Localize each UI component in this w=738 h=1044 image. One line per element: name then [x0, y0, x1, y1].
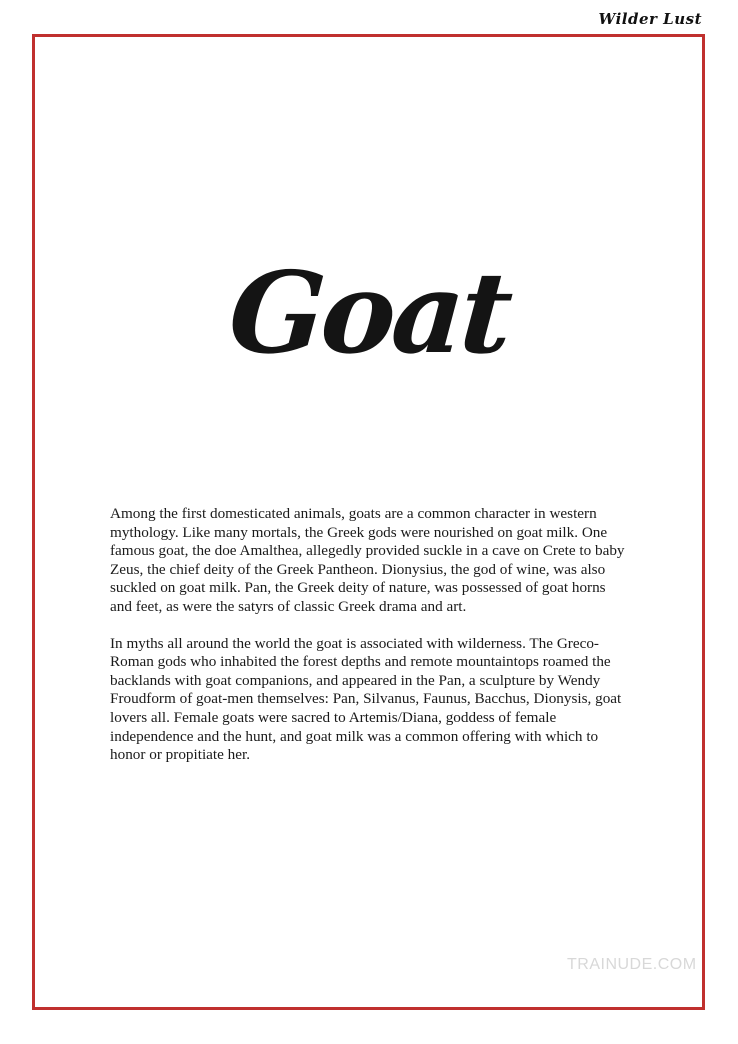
article-body [110, 505, 630, 783]
paragraph-2: In myths all around the world the goat is associated with wilderness. The Greco-Roman gods who inhabited the forest depths and remote mountaintops roamed the backlands with goat companions, and appeared in the Pan, a sculpture by Wendy Froudform of goat-men themselves: Pan, Silvanus, Faunus, Bacchus, Dionysis, goat lovers all. Female goats were sacred to Artemis/Diana, goddess of female independence and the hunt, and goat milk was a common offering with which to honor or propitiate her. [110, 634, 622, 764]
page-title: Goat [225, 248, 513, 379]
paragraph-1: Among the first domesticated animals, goats are a common character in western mythology. Like many mortals, the Greek gods were nourished on goat milk. One famous goat, the doe Amalthea, allegedly provided suckle in a cave on Crete to baby Zeus, the chief deity of the Greek Pantheon. Dionysius, the god of wine, was also suckled on goat milk. Pan, the Greek deity of nature, was possessed of goat horns and feet, as were the satyrs of classic Greek drama and art. [110, 505, 625, 615]
watermark: TRAINUDE.COM [567, 956, 697, 973]
brand-logo: Wilder Lust [598, 10, 702, 28]
